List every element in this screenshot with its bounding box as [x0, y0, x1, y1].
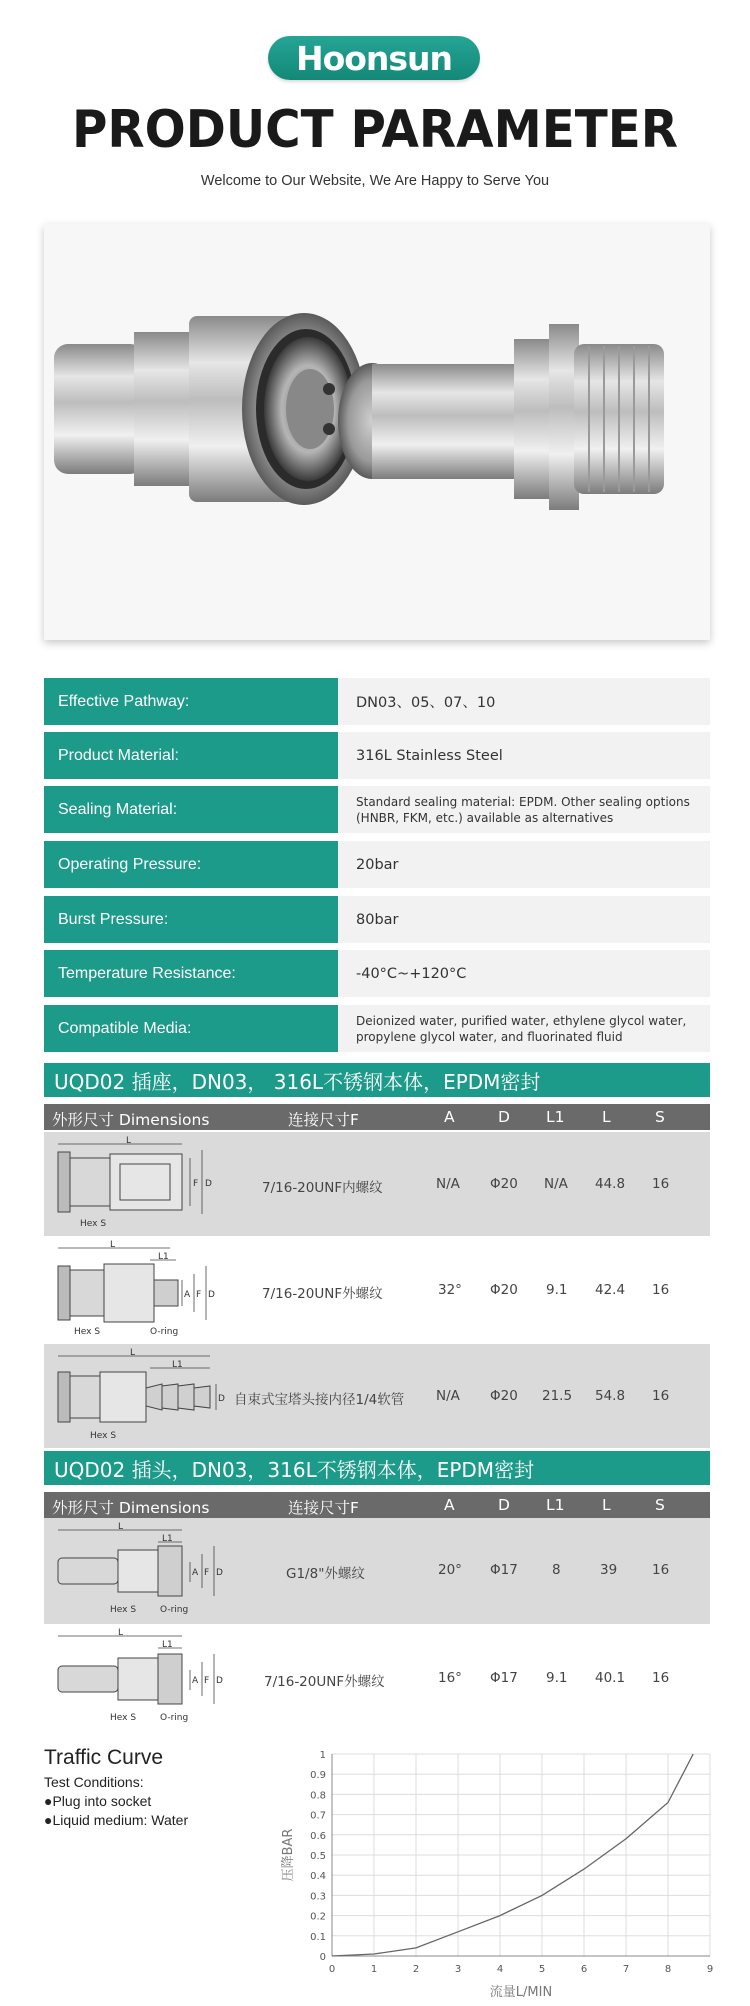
header-l: L [602, 1108, 611, 1126]
condition-item [44, 1793, 151, 1809]
cell-l: 39 [600, 1562, 618, 1578]
cell-connection: 7/16-20UNF外螺纹 [262, 1286, 383, 1302]
spec-value: DN03、05、07、10 [338, 678, 710, 725]
y-tick-label: 0.6 [310, 1830, 326, 1842]
drawing-label-hex: Hex S [110, 1713, 137, 1723]
x-axis-label: 流量L/MIN [489, 1985, 553, 2000]
dimension-drawing [50, 1522, 230, 1620]
drawing-label-l1: L1 [158, 1252, 169, 1262]
y-tick-label: 0 [319, 1952, 326, 1963]
cell-l: 44.8 [595, 1176, 626, 1192]
spec-row-material [44, 732, 710, 779]
x-tick-label: 8 [664, 1964, 672, 1975]
cell-s: 16 [652, 1176, 670, 1192]
header-dimensions: 外形尺寸 Dimensions [52, 1499, 210, 1517]
drawing-label-hex: Hex S [74, 1327, 101, 1337]
header-l: L [602, 1496, 611, 1514]
spec-value: 80bar [338, 896, 710, 943]
cell-a: 32° [438, 1282, 462, 1298]
brand-logo [268, 36, 480, 80]
cell-l: 54.8 [595, 1388, 626, 1404]
x-tick-label: 1 [370, 1964, 378, 1975]
y-axis-label: 压降BAR [281, 1828, 296, 1882]
page-title: PRODUCT PARAMETER [71, 100, 679, 160]
y-tick-label: 0.9 [310, 1770, 326, 1782]
header-d: D [498, 1496, 510, 1514]
drawing-label-l1: L1 [162, 1534, 173, 1544]
condition-item [44, 1812, 188, 1828]
drawing-label-l1: L1 [172, 1360, 183, 1370]
drawing-label-f: F [204, 1568, 210, 1578]
spec-row-pathway [44, 678, 710, 725]
cell-s: 16 [652, 1670, 670, 1686]
y-tick-label: 0.8 [310, 1790, 326, 1802]
plug-section-title: UQD02 插头，DN03，316L不锈钢本体，EPDM密封 [44, 1451, 710, 1485]
y-tick-label: 0.7 [310, 1810, 326, 1822]
x-tick-label: 3 [454, 1964, 462, 1975]
drawing-label-hex: Hex S [80, 1219, 107, 1229]
dimension-drawing [50, 1136, 230, 1232]
cell-a: 16° [438, 1670, 462, 1686]
cell-l1: 8 [552, 1562, 561, 1578]
table-row [44, 1624, 710, 1732]
spec-row-operating-pressure [44, 841, 710, 888]
bullet-icon: ● [44, 1812, 53, 1828]
header-a: A [444, 1496, 455, 1514]
traffic-curve-title: Traffic Curve [44, 1746, 164, 1769]
dimension-drawing [50, 1628, 230, 1728]
drawing-label-oring: O-ring [160, 1713, 189, 1723]
drawing-label-d: D [208, 1290, 215, 1300]
cell-connection: 7/16-20UNF外螺纹 [264, 1674, 385, 1690]
drawing-label-a: A [184, 1290, 191, 1300]
drawing-label-f: F [196, 1290, 202, 1300]
spec-value: -40°C~+120°C [338, 950, 710, 997]
spec-row-sealing [44, 786, 710, 833]
header-connection: 连接尺寸F [288, 1499, 359, 1517]
socket-section-title: UQD02 插座，DN03， 316L不锈钢本体，EPDM密封 [44, 1063, 710, 1097]
spec-label: Operating Pressure: [44, 841, 338, 888]
y-tick-label: 0.2 [310, 1911, 326, 1923]
drawing-label-d: D [218, 1394, 225, 1404]
brand-logo-text: Hoonsun [295, 38, 453, 78]
x-tick-label: 6 [580, 1964, 588, 1975]
spec-label: Sealing Material: [44, 786, 338, 833]
drawing-label-l: L [118, 1522, 124, 1532]
x-tick-label: 7 [622, 1964, 630, 1975]
header-d: D [498, 1108, 510, 1126]
header-connection: 连接尺寸F [288, 1111, 359, 1129]
spec-value: 20bar [338, 841, 710, 888]
cell-l1: N/A [544, 1176, 568, 1192]
table-row [44, 1132, 710, 1236]
dimension-drawing [50, 1348, 230, 1444]
spec-label: Effective Pathway: [44, 678, 338, 725]
drawing-label-l: L [118, 1628, 124, 1638]
spec-label: Compatible Media: [44, 1005, 338, 1052]
dimension-drawing [50, 1240, 230, 1340]
header-l1: L1 [546, 1496, 565, 1514]
drawing-label-hex: Hex S [90, 1431, 117, 1441]
cell-connection: 7/16-20UNF内螺纹 [262, 1180, 383, 1196]
drawing-label-a: A [192, 1676, 199, 1686]
drawing-label-d: D [216, 1676, 223, 1686]
spec-value: Deionized water, purified water, ethylene glycol water, propylene glycol water, and fluorinated fluid [338, 1005, 710, 1052]
x-tick-label: 4 [496, 1964, 504, 1975]
drawing-label-f: F [204, 1676, 210, 1686]
cell-d: Φ17 [490, 1562, 518, 1578]
cell-l1: 9.1 [546, 1670, 568, 1686]
drawing-label-d: D [205, 1179, 212, 1189]
cell-l: 40.1 [595, 1670, 626, 1686]
table-row [44, 1236, 710, 1344]
cell-connection: 自束式宝塔头接内径1/4软管 [234, 1392, 405, 1408]
x-tick-label: 0 [328, 1964, 336, 1975]
plug-table-header [44, 1492, 710, 1518]
y-tick-label: 1 [319, 1750, 326, 1761]
header-s: S [655, 1108, 665, 1126]
header-dimensions: 外形尺寸 Dimensions [52, 1111, 210, 1129]
condition-text: Liquid medium: Water [52, 1812, 189, 1828]
header-s: S [655, 1496, 665, 1514]
spec-label: Burst Pressure: [44, 896, 338, 943]
spec-row-burst-pressure [44, 896, 710, 943]
spec-row-temperature [44, 950, 710, 997]
spec-value: 316L Stainless Steel [338, 732, 710, 779]
y-tick-label: 0.4 [310, 1871, 326, 1883]
spec-label: Product Material: [44, 732, 338, 779]
cell-a: N/A [436, 1388, 460, 1404]
table-row [44, 1344, 710, 1448]
drawing-label-l: L [110, 1240, 116, 1250]
cell-l1: 21.5 [542, 1388, 573, 1404]
x-tick-label: 2 [412, 1964, 420, 1975]
cell-s: 16 [652, 1562, 670, 1578]
cell-d: Φ20 [490, 1176, 518, 1192]
spec-row-media [44, 1005, 710, 1052]
condition-text: Plug into socket [52, 1793, 152, 1809]
drawing-label-a: A [192, 1568, 199, 1578]
header-a: A [444, 1108, 455, 1126]
cell-a: 20° [438, 1562, 462, 1578]
drawing-label-l: L [126, 1136, 132, 1146]
y-tick-label: 0.1 [310, 1931, 326, 1943]
cell-connection: G1/8"外螺纹 [286, 1566, 365, 1582]
x-tick-label: 9 [706, 1964, 714, 1975]
drawing-label-oring: O-ring [150, 1327, 179, 1337]
header-l1: L1 [546, 1108, 565, 1126]
drawing-label-hex: Hex S [110, 1605, 137, 1615]
cell-s: 16 [652, 1282, 670, 1298]
drawing-label-oring: O-ring [160, 1605, 189, 1615]
cell-d: Φ17 [490, 1670, 518, 1686]
y-tick-label: 0.5 [310, 1851, 326, 1862]
cell-d: Φ20 [490, 1388, 518, 1404]
traffic-curve-chart [270, 1740, 740, 2006]
spec-label: Temperature Resistance: [44, 950, 338, 997]
spec-value: Standard sealing material: EPDM. Other sealing options (HNBR, FKM, etc.) available as alternatives [338, 786, 710, 833]
cell-l1: 9.1 [546, 1282, 568, 1298]
page-subtitle: Welcome to Our Website, We Are Happy to Serve You [200, 173, 550, 189]
cell-l: 42.4 [595, 1282, 626, 1298]
drawing-label-f: F [193, 1179, 199, 1189]
bullet-icon: ● [44, 1793, 53, 1809]
drawing-label-d: D [216, 1568, 223, 1578]
y-tick-label: 0.3 [310, 1891, 326, 1903]
cell-s: 16 [652, 1388, 670, 1404]
drawing-label-l: L [130, 1348, 136, 1358]
drawing-label-l1: L1 [162, 1640, 173, 1650]
table-row [44, 1518, 710, 1624]
cell-a: N/A [436, 1176, 460, 1192]
socket-table-header [44, 1104, 710, 1130]
test-conditions-label: Test Conditions: [44, 1774, 144, 1790]
x-tick-label: 5 [538, 1964, 546, 1975]
product-photo [44, 224, 710, 640]
cell-d: Φ20 [490, 1282, 518, 1298]
